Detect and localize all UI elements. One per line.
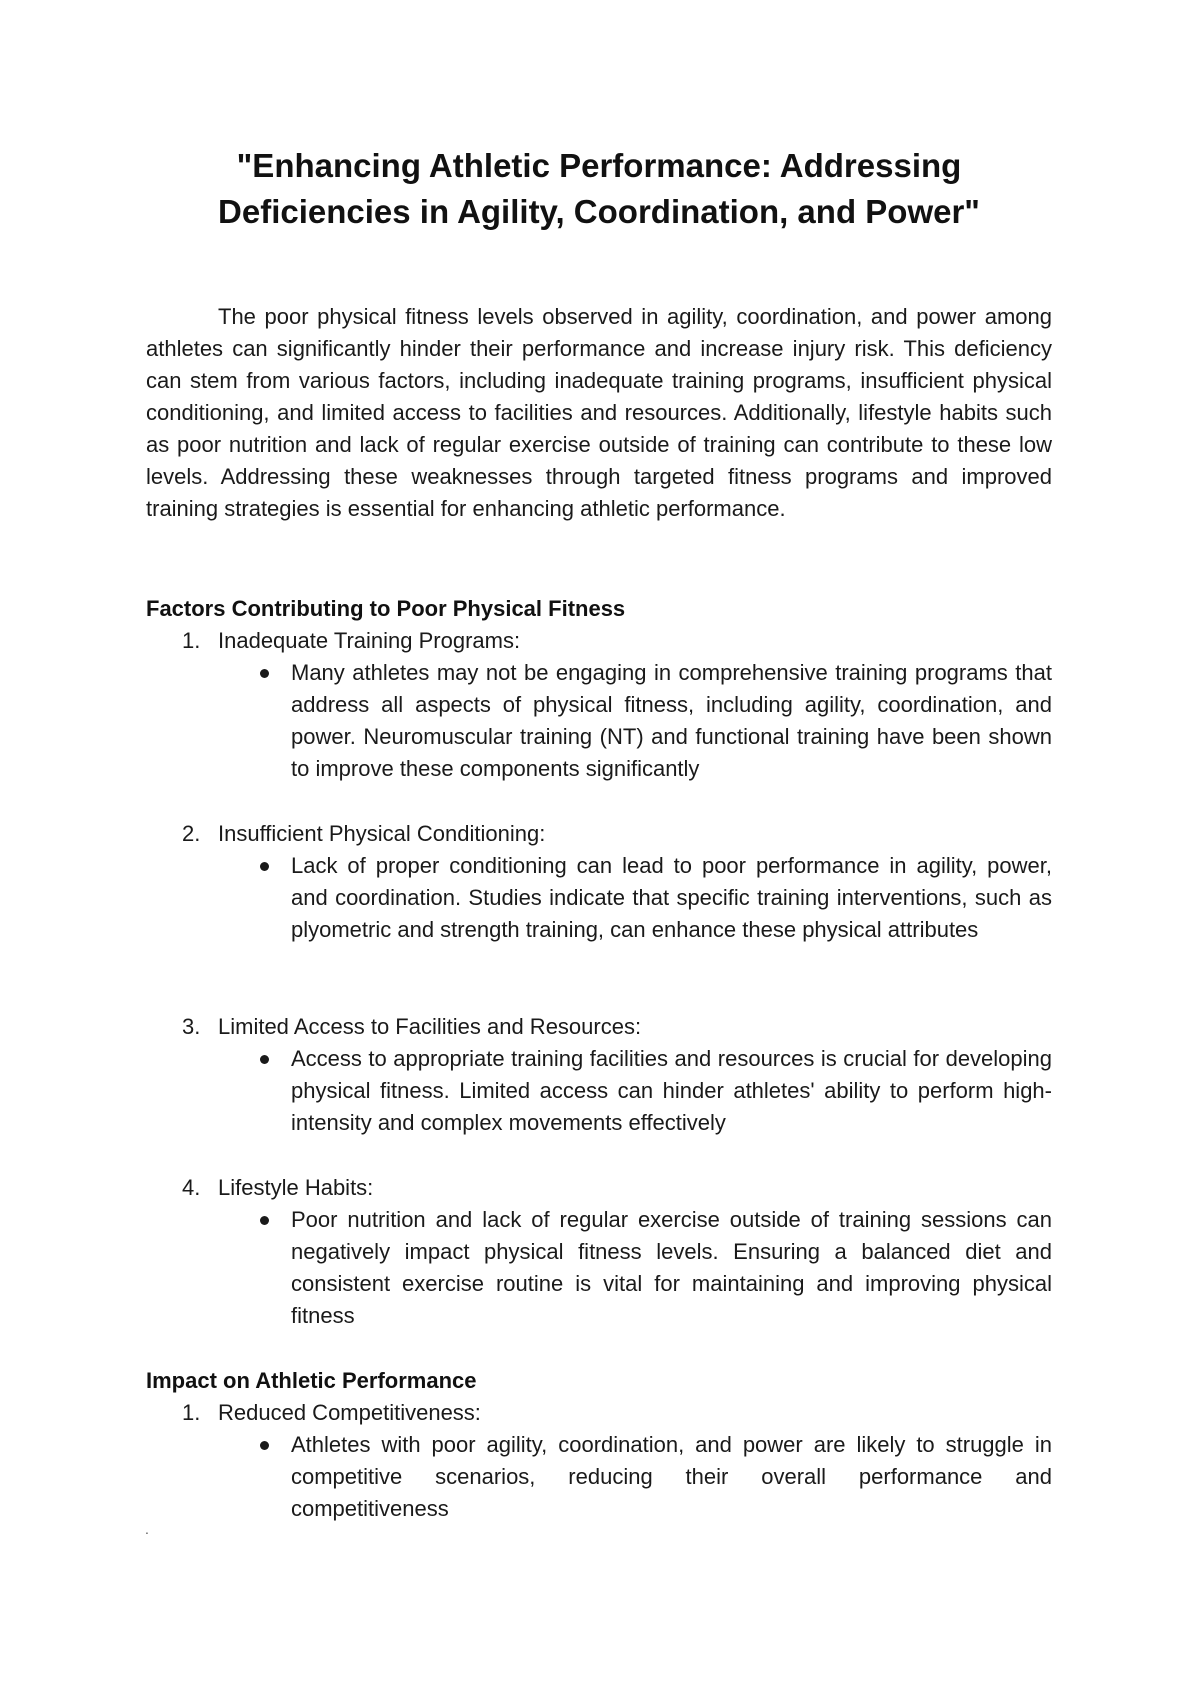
section-heading-impact: Impact on Athletic Performance bbox=[146, 1368, 477, 1393]
bullet-text: Athletes with poor agility, coordination, and power are likely to struggle in competitive scenarios, reducing their overall performance and competitiveness bbox=[291, 1432, 1052, 1521]
section-heading-factors: Factors Contributing to Poor Physical Fitness bbox=[146, 596, 626, 621]
bullet-icon bbox=[260, 669, 269, 678]
bullet-icon bbox=[260, 1441, 269, 1450]
item-number: 1. bbox=[182, 1400, 201, 1425]
bullet-icon bbox=[260, 1216, 269, 1225]
item-label: Insufficient Physical Conditioning: bbox=[218, 821, 546, 846]
bullet-text: Poor nutrition and lack of regular exercise outside of training sessions can negatively impact physical fitness levels. Ensuring a balanced diet and consistent exercise routine is vital for maintaining and improving physical fitness bbox=[291, 1207, 1052, 1328]
trailing-mark: . bbox=[145, 1521, 149, 1537]
bullet-text: Access to appropriate training facilities and resources is crucial for developing physical fitness. Limited access can hinder athletes' ability to perform high-intensity and complex movements effectively bbox=[291, 1046, 1052, 1135]
item-label: Reduced Competitiveness: bbox=[218, 1400, 481, 1425]
bullet-text: Lack of proper conditioning can lead to poor performance in agility, power, and coordination. Studies indicate that specific training interventions, such as plyometric and strength training, can enhance these physical attributes bbox=[291, 853, 1052, 942]
item-label: Limited Access to Facilities and Resources: bbox=[218, 1014, 642, 1039]
document-title: "Enhancing Athletic Performance: Addressing Deficiencies in Agility, Coordination, and Power" bbox=[218, 147, 980, 230]
bullet-icon bbox=[260, 862, 269, 871]
item-number: 3. bbox=[182, 1014, 201, 1039]
item-label: Inadequate Training Programs: bbox=[218, 628, 521, 653]
bullet-icon bbox=[260, 1055, 269, 1064]
item-number: 4. bbox=[182, 1175, 201, 1200]
intro-paragraph: The poor physical fitness levels observed in agility, coordination, and power among athletes can significantly hinder their performance and increase injury risk. This deficiency can stem from various factors, including inadequate training programs, insufficient physical conditioning, and limited access to facilities and resources. Additionally, lifestyle habits such as poor nutrition and lack of regular exercise outside of training can contribute to these low levels. Addressing these weaknesses through targeted fitness programs and improved training strategies is essential for enhancing athletic performance. bbox=[146, 304, 1052, 521]
item-number: 2. bbox=[182, 821, 201, 846]
bullet-text: Many athletes may not be engaging in comprehensive training programs that address all aspects of physical fitness, including agility, coordination, and power. Neuromuscular training (NT) and functional training have been shown to improve these components significantly bbox=[291, 660, 1052, 781]
item-label: Lifestyle Habits: bbox=[218, 1175, 374, 1200]
item-number: 1. bbox=[182, 628, 201, 653]
